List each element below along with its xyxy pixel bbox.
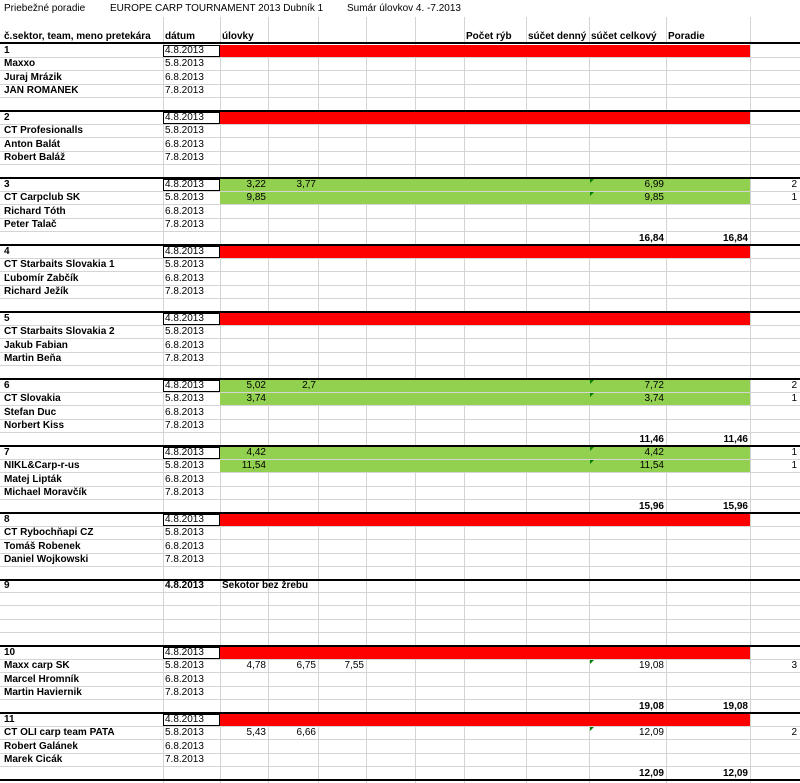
team-name[interactable]: CT Rybochňapi CZ xyxy=(4,527,94,539)
date-cell[interactable]: 4.8.2013 xyxy=(165,112,204,123)
table-row xyxy=(0,541,800,554)
cell-comment-marker xyxy=(590,192,594,196)
date-cell[interactable]: 5.8.2013 xyxy=(165,527,204,539)
total-cell[interactable]: 9,85 xyxy=(644,192,664,204)
member-name[interactable]: Martin Beňa xyxy=(4,353,62,365)
date-cell[interactable]: 5.8.2013 xyxy=(165,125,204,137)
table-row xyxy=(0,380,800,393)
member-name[interactable] xyxy=(2,607,162,619)
catch-cell[interactable]: 6,75 xyxy=(296,660,316,672)
header-fish-count: Počet rýb xyxy=(466,31,512,42)
total-cell[interactable]: 11,54 xyxy=(639,460,664,472)
table-row xyxy=(0,714,800,727)
red-highlight xyxy=(220,514,750,526)
table-row xyxy=(0,273,800,286)
sheet-title-tournament: EUROPE CARP TOURNAMENT 2013 Dubník 1 xyxy=(110,3,324,14)
sector-number[interactable]: 1 xyxy=(4,45,10,56)
sector-number[interactable]: 6 xyxy=(4,380,10,391)
sector-summary-row xyxy=(0,233,800,246)
catch-cell[interactable]: 3,74 xyxy=(246,393,266,405)
catch-cell[interactable]: 2,7 xyxy=(302,380,316,391)
sector-rank-total[interactable]: 15,96 xyxy=(722,500,748,512)
red-highlight xyxy=(220,246,750,258)
rank-cell[interactable]: 1 xyxy=(791,192,797,204)
team-name[interactable]: CT Profesionalls xyxy=(4,125,83,137)
catch-cell[interactable]: 7,55 xyxy=(344,660,364,672)
sector-total[interactable]: 19,08 xyxy=(638,700,664,712)
header-total-sum: súčet celkový xyxy=(591,31,657,42)
team-name[interactable]: CT Slovakia xyxy=(4,393,61,405)
table-row xyxy=(0,741,800,754)
date-cell[interactable]: 4.8.2013 xyxy=(165,246,204,257)
team-name[interactable]: CT Starbaits Slovakia 2 xyxy=(4,326,115,338)
catch-cell[interactable]: 5,43 xyxy=(246,727,266,739)
member-name[interactable]: Daniel Wojkowski xyxy=(4,554,89,566)
member-name[interactable]: Martin Haviernik xyxy=(4,687,82,699)
table-row xyxy=(0,85,800,98)
date-cell[interactable]: 7.8.2013 xyxy=(165,286,204,298)
sector-number[interactable]: 3 xyxy=(4,179,10,190)
sector-rank-total[interactable]: 16,84 xyxy=(722,232,748,244)
date-cell[interactable]: 5.8.2013 xyxy=(165,660,204,672)
member-name[interactable]: Peter Talač xyxy=(4,219,57,231)
member-name[interactable]: Tomáš Robenek xyxy=(4,540,81,552)
rank-cell[interactable]: 2 xyxy=(791,380,797,391)
date-cell[interactable]: 4.8.2013 xyxy=(165,45,204,56)
date-cell[interactable]: 5.8.2013 xyxy=(165,460,204,472)
sheet-title-standings: Priebežné poradie xyxy=(4,3,86,14)
sector-number[interactable]: 7 xyxy=(4,447,10,458)
date-cell[interactable]: 6.8.2013 xyxy=(165,205,204,217)
member-name[interactable]: Richard Ježík xyxy=(4,286,69,298)
member-name[interactable]: Marek Cicák xyxy=(4,754,63,766)
table-row xyxy=(0,527,800,540)
sector-summary-row xyxy=(0,367,800,380)
table-row xyxy=(0,407,800,420)
rank-cell[interactable]: 1 xyxy=(791,447,797,458)
table-row xyxy=(0,206,800,219)
date-cell[interactable] xyxy=(163,620,220,632)
date-cell[interactable]: 7.8.2013 xyxy=(165,687,204,699)
date-cell[interactable]: 6.8.2013 xyxy=(165,740,204,752)
table-row xyxy=(0,620,800,633)
date-cell[interactable] xyxy=(163,607,220,619)
catch-cell[interactable]: 4,42 xyxy=(246,447,266,458)
date-cell[interactable]: 4.8.2013 xyxy=(165,647,204,658)
table-row xyxy=(0,192,800,205)
table-row xyxy=(0,580,800,593)
date-cell[interactable]: 7.8.2013 xyxy=(165,219,204,231)
date-cell[interactable]: 6.8.2013 xyxy=(165,339,204,351)
header-row xyxy=(0,31,800,44)
sector-rank-total[interactable]: 19,08 xyxy=(722,700,748,712)
table-row xyxy=(0,660,800,673)
catch-cell[interactable]: 9,85 xyxy=(246,192,266,204)
date-cell[interactable]: 5.8.2013 xyxy=(165,326,204,338)
sheet-title-summary: Sumár úlovkov 4. -7.2013 xyxy=(347,3,461,14)
date-cell[interactable]: 5.8.2013 xyxy=(165,259,204,271)
table-row xyxy=(0,139,800,152)
sector-summary-row xyxy=(0,501,800,514)
member-name[interactable]: Ľubomír Žabčík xyxy=(4,272,79,284)
header-rank: Poradie xyxy=(668,31,705,42)
table-row xyxy=(0,447,800,460)
date-cell[interactable]: 6.8.2013 xyxy=(165,138,204,150)
date-cell[interactable]: 4.8.2013 xyxy=(165,179,204,190)
catch-cell[interactable]: 4,78 xyxy=(246,660,266,672)
member-name[interactable]: Jakub Fabian xyxy=(4,339,68,351)
total-cell[interactable]: 7,72 xyxy=(644,380,664,391)
table-row xyxy=(0,727,800,740)
red-highlight xyxy=(220,714,750,726)
table-row xyxy=(0,674,800,687)
member-name[interactable]: Robert Baláž xyxy=(4,152,66,164)
date-cell[interactable]: 7.8.2013 xyxy=(165,554,204,566)
team-name[interactable]: CT OLI carp team PATA xyxy=(4,727,115,739)
table-row xyxy=(0,487,800,500)
table-row xyxy=(0,125,800,138)
table-row xyxy=(0,353,800,366)
catch-cell[interactable]: 6,66 xyxy=(296,727,316,739)
date-cell[interactable]: 4.8.2013 xyxy=(165,380,204,391)
team-name[interactable]: NIKL&Carp-r-us xyxy=(4,460,80,472)
table-row xyxy=(0,460,800,473)
table-row xyxy=(0,259,800,272)
team-name[interactable]: CT Carpclub SK xyxy=(4,192,81,204)
member-name[interactable] xyxy=(2,620,162,632)
date-cell[interactable]: 6.8.2013 xyxy=(165,673,204,685)
green-highlight xyxy=(220,447,750,459)
date-cell[interactable]: 6.8.2013 xyxy=(165,540,204,552)
sector-total[interactable]: 12,09 xyxy=(638,767,664,779)
table-row xyxy=(0,326,800,339)
sector-number[interactable]: 5 xyxy=(4,313,10,324)
date-cell[interactable]: 6.8.2013 xyxy=(165,272,204,284)
rank-cell[interactable]: 2 xyxy=(791,179,797,190)
green-highlight xyxy=(220,460,750,472)
sector-total[interactable]: 11,46 xyxy=(639,433,664,445)
table-row xyxy=(0,152,800,165)
date-cell[interactable]: 7.8.2013 xyxy=(165,487,204,499)
red-highlight xyxy=(220,112,750,124)
red-highlight xyxy=(220,647,750,659)
rank-cell[interactable]: 3 xyxy=(791,660,797,672)
sector-total[interactable]: 15,96 xyxy=(638,500,664,512)
green-highlight xyxy=(220,192,750,204)
date-cell[interactable]: 5.8.2013 xyxy=(165,192,204,204)
sector-summary-row xyxy=(0,166,800,179)
sector-note[interactable]: Sekotor bez žrebu xyxy=(222,580,309,591)
sector-summary-row xyxy=(0,99,800,112)
date-cell[interactable]: 6.8.2013 xyxy=(165,473,204,485)
date-cell[interactable]: 7.8.2013 xyxy=(165,353,204,365)
cell-comment-marker xyxy=(590,460,594,464)
sector-number[interactable]: 8 xyxy=(4,514,10,525)
sector-summary-row xyxy=(0,634,800,647)
sector-summary-row xyxy=(0,568,800,581)
sector-number[interactable]: 9 xyxy=(4,580,10,591)
date-cell[interactable]: 7.8.2013 xyxy=(165,420,204,432)
table-row xyxy=(0,246,800,259)
catch-cell[interactable]: 11,54 xyxy=(241,460,266,472)
team-name[interactable]: CT Starbaits Slovakia 1 xyxy=(4,259,115,271)
table-row xyxy=(0,514,800,527)
team-name[interactable]: Maxx carp SK xyxy=(4,660,70,672)
sector-total[interactable]: 16,84 xyxy=(638,232,664,244)
date-cell[interactable] xyxy=(163,593,220,605)
member-name[interactable]: Robert Galánek xyxy=(4,740,78,752)
table-row xyxy=(0,112,800,125)
total-cell[interactable]: 6,99 xyxy=(644,179,664,190)
table-row xyxy=(0,179,800,192)
table-row xyxy=(0,554,800,567)
date-cell[interactable]: 4.8.2013 xyxy=(165,514,204,525)
table-row xyxy=(0,754,800,767)
date-cell[interactable]: 5.8.2013 xyxy=(165,727,204,739)
table-row xyxy=(0,647,800,660)
team-name[interactable] xyxy=(2,593,162,605)
table-row xyxy=(0,72,800,85)
date-cell[interactable]: 7.8.2013 xyxy=(165,85,204,97)
rank-cell[interactable]: 1 xyxy=(791,393,797,405)
catch-cell[interactable]: 5,02 xyxy=(246,380,266,391)
sector-number[interactable]: 10 xyxy=(4,647,16,658)
table-row xyxy=(0,45,800,58)
sector-summary-row xyxy=(0,768,800,781)
date-cell[interactable]: 4.8.2013 xyxy=(165,714,204,725)
table-row xyxy=(0,687,800,700)
date-cell[interactable]: 7.8.2013 xyxy=(165,754,204,766)
total-cell[interactable]: 4,42 xyxy=(644,447,664,458)
member-name[interactable]: Richard Tóth xyxy=(4,205,66,217)
sector-number[interactable]: 11 xyxy=(4,714,15,725)
red-highlight xyxy=(220,45,750,57)
table-row xyxy=(0,420,800,433)
team-name[interactable]: Maxxo xyxy=(4,58,36,70)
member-name[interactable]: Michael Moravčík xyxy=(4,487,87,499)
member-name[interactable]: Juraj Mrázik xyxy=(4,71,62,83)
table-row xyxy=(0,219,800,232)
date-cell[interactable]: 4.8.2013 xyxy=(165,313,204,324)
sector-number[interactable]: 2 xyxy=(4,112,10,123)
cell-comment-marker xyxy=(590,179,594,183)
table-row xyxy=(0,313,800,326)
table-row xyxy=(0,340,800,353)
date-cell[interactable]: 5.8.2013 xyxy=(165,58,204,70)
cell-comment-marker xyxy=(590,447,594,451)
rank-cell[interactable]: 2 xyxy=(791,727,797,739)
sector-summary-row xyxy=(0,434,800,447)
header-team: č.sektor, team, meno pretekára xyxy=(4,31,151,42)
table-row xyxy=(0,286,800,299)
catch-cell[interactable]: 3,22 xyxy=(246,179,266,190)
table-row xyxy=(0,474,800,487)
member-name[interactable]: Matej Lipták xyxy=(4,473,62,485)
rank-cell[interactable]: 1 xyxy=(791,460,797,472)
table-row xyxy=(0,393,800,406)
sector-summary-row xyxy=(0,300,800,313)
date-cell[interactable]: 6.8.2013 xyxy=(165,406,204,418)
cell-comment-marker xyxy=(590,393,594,397)
member-name[interactable]: Štefan Duc xyxy=(4,406,57,418)
green-highlight xyxy=(220,393,750,405)
date-cell[interactable]: 4.8.2013 xyxy=(165,580,204,591)
cell-comment-marker xyxy=(590,660,594,664)
total-cell[interactable]: 12,09 xyxy=(638,727,664,739)
date-cell[interactable]: 6.8.2013 xyxy=(165,71,204,83)
member-name[interactable]: JÁN ROMÁNEK xyxy=(4,85,79,97)
table-row xyxy=(0,593,800,606)
total-cell[interactable]: 19,08 xyxy=(638,660,664,672)
sector-rank-total[interactable]: 12,09 xyxy=(722,767,748,779)
date-cell[interactable]: 4.8.2013 xyxy=(165,447,204,458)
member-name[interactable]: Norbert Kiss xyxy=(4,420,65,432)
date-cell[interactable]: 7.8.2013 xyxy=(165,152,204,164)
total-cell[interactable]: 3,74 xyxy=(644,393,664,405)
table-row xyxy=(0,58,800,71)
date-cell[interactable]: 5.8.2013 xyxy=(165,393,204,405)
table-row xyxy=(0,607,800,620)
sector-number[interactable]: 4 xyxy=(4,246,10,257)
member-name[interactable]: Marcel Hromník xyxy=(4,673,80,685)
header-date: dátum xyxy=(165,31,195,42)
cell-comment-marker xyxy=(590,727,594,731)
member-name[interactable]: Anton Balát xyxy=(4,138,61,150)
header-daily-sum: súčet denný xyxy=(528,31,587,42)
sector-summary-row xyxy=(0,701,800,714)
catch-cell[interactable]: 3,77 xyxy=(296,179,316,190)
sector-rank-total[interactable]: 11,46 xyxy=(723,433,748,445)
red-highlight xyxy=(220,313,750,325)
header-catches: úlovky xyxy=(222,31,254,42)
cell-comment-marker xyxy=(590,380,594,384)
